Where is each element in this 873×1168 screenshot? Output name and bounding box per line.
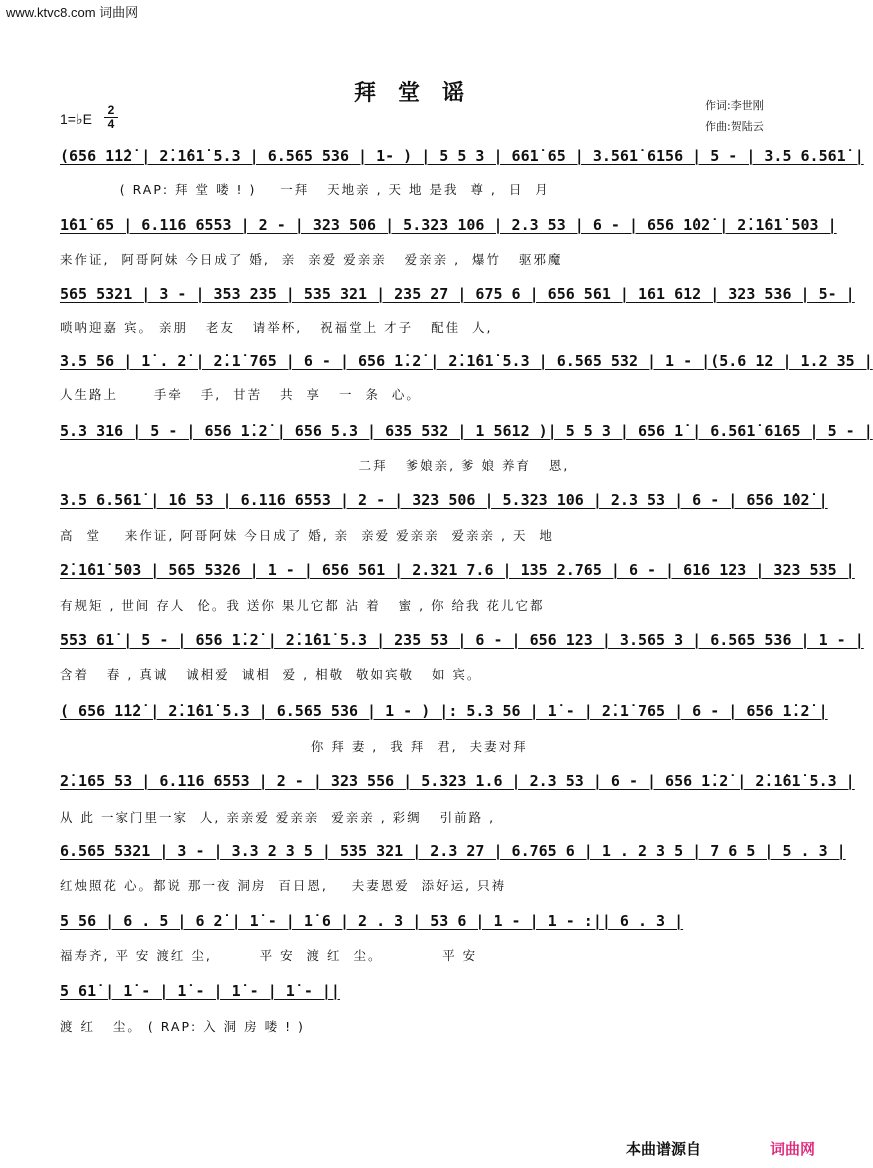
site-url: www.ktvc8.com 词曲网 <box>6 5 139 20</box>
score-lyrics-line: 红烛照花 心。都说 那一夜 洞房 百日恩, 夫妻恩爱 添好运, 只祷 <box>60 878 507 893</box>
lyricist-credit: 作词:李世刚 <box>705 99 764 112</box>
score-lyrics-line: 有规矩 , 世间 存人 伦。我 送你 果儿它都 沾 着 蜜 , 你 给我 花儿它都 <box>60 598 545 613</box>
score-lyrics-line: 福寿齐, 平 安 渡红 尘, 平 安 渡 红 尘。 平 安 <box>60 948 478 963</box>
score-notes-line: 1̇61̇ 65 | 6.116 6553 | 2 - | 323 506 | 5.323 106 | 2.3 53 | 6 - | 656 1̇02̇ | 2̇.1̇61̇ 503 | <box>60 216 837 234</box>
key-signature: 1=♭E <box>60 111 92 127</box>
score-lyrics-line: 来作证, 阿哥阿妹 今日成了 婚, 亲 亲爱 爱亲亲 爱亲亲 , 爆竹 驱邪魔 <box>60 252 563 267</box>
score-lyrics-line: 你 拜 妻 , 我 拜 君, 夫妻对拜 <box>60 739 528 754</box>
time-signature-top: 2 <box>107 103 115 117</box>
score-notes-line: 2̇.165 53 | 6.116 6553 | 2 - | 323 556 | 5.323 1.6 | 2.3 53 | 6 - | 656 1̇.2̇ | 2̇.1̇61̇ 5.3 | <box>60 772 855 790</box>
score-lyrics-line: 二拜 爹娘亲, 爹 娘 养育 恩, <box>60 458 570 473</box>
score-notes-line: 6.565 5321 | 3 - | 3.3 2 3 5 | 535 321 | 2.3 27 | 6.765 6 | 1 . 2 3 5 | 7 6 5 | 5 . 3 | <box>60 842 846 860</box>
song-title: 拜堂谣 <box>353 80 486 106</box>
time-signature <box>104 104 118 131</box>
score-lyrics-line: 含着 春 , 真诚 诚相爱 诚相 爱 , 相敬 敬如宾敬 如 宾。 <box>60 667 482 682</box>
score-notes-line: ( 656 1̇1̇2̇ | 2̇.1̇61̇ 5.3 | 6.565 536 | 1 - ) |: 5.3 56 | 1̇ - | 2̇.1̇ 765 | 6 - | 656 1̇.2̇ | <box>60 702 828 720</box>
score-notes-line: 3.5 6.561̇ | 1̇6 53 | 6.116 6553 | 2 - | 323 506 | 5.323 106 | 2.3 53 | 6 - | 656 1̇02̇ | <box>60 491 828 509</box>
score-lyrics-line: 高 堂 来作证, 阿哥阿妹 今日成了 婚, 亲 亲爱 爱亲亲 爱亲亲 , 天 地 <box>60 528 554 543</box>
time-signature-bottom: 4 <box>104 117 118 131</box>
score-lyrics-line: ( RAP: 拜 堂 喽 ! ) 一拜 天地亲 , 天 地 是我 尊 , 日 月 <box>60 182 550 197</box>
score-notes-line: (656 1̇1̇2̇ | 2̇.1̇61̇ 5.3 | 6.565 536 | 1- ) | 5 5 3 | 661̇ 65 | 3.561̇ 6156 | 5 - | 3.5 6.561̇ | <box>60 147 864 165</box>
site-logo[interactable]: 词曲网 <box>770 1140 816 1158</box>
source-label: 本曲谱源自 <box>626 1140 702 1158</box>
score-notes-line: 2̇.1̇61̇ 503 | 565 5326 | 1 - | 656 561 | 2.321 7.6 | 135 2.765 | 6 - | 616 123 | 323 535 | <box>60 561 855 579</box>
score-notes-line: 5 56 | 6 . 5 | 6 2̇ | 1̇ - | 1̇ 6 | 2 . 3 | 53 6 | 1 - | 1 - :|| 6 . 3 | <box>60 912 684 930</box>
score-notes-line: 553 61̇ | 5 - | 656 1̇.2̇ | 2̇.1̇61̇ 5.3 | 235 53 | 6 - | 656 123 | 3.565 3 | 6.565 536 | 1 - | <box>60 631 864 649</box>
score-lyrics-line: 从 此 一家门里一家 人, 亲亲爱 爱亲亲 爱亲亲 , 彩绸 引前路 , <box>60 810 496 825</box>
score-notes-line: 565 5321 | 3 - | 353 235 | 535 321 | 235 27 | 675 6 | 656 561 | 161 612 | 323 536 | 5- | <box>60 285 855 303</box>
score-notes-line: 5 61̇ | 1̇ - | 1̇ - | 1̇ - | 1̇ - || <box>60 982 340 1000</box>
score-notes-line: 3.5 56 | 1̇ . 2̇ | 2̇.1̇ 765 | 6 - | 656 1̇.2̇ | 2̇.1̇61̇ 5.3 | 6.565 532 | 1 - |(5.6 12 | 1.2 35 | <box>60 352 873 370</box>
score-lyrics-line: 人生路上 手牵 手, 甘苦 共 享 一 条 心。 <box>60 387 421 402</box>
composer-credit: 作曲:贺陆云 <box>705 120 764 133</box>
score-lyrics-line: 渡 红 尘。 ( RAP: 入 洞 房 喽 ! ) <box>60 1019 305 1034</box>
score-notes-line: 5.3 316 | 5 - | 656 1̇.2̇ | 656 5.3 | 635 532 | 1 5612 )| 5 5 3 | 656 1̇ | 6.561̇ 6165 | 5 - | <box>60 422 873 440</box>
score-lyrics-line: 唢呐迎嘉 宾。 亲朋 老友 请举杯, 祝福堂上 才子 配佳 人, <box>60 320 493 335</box>
